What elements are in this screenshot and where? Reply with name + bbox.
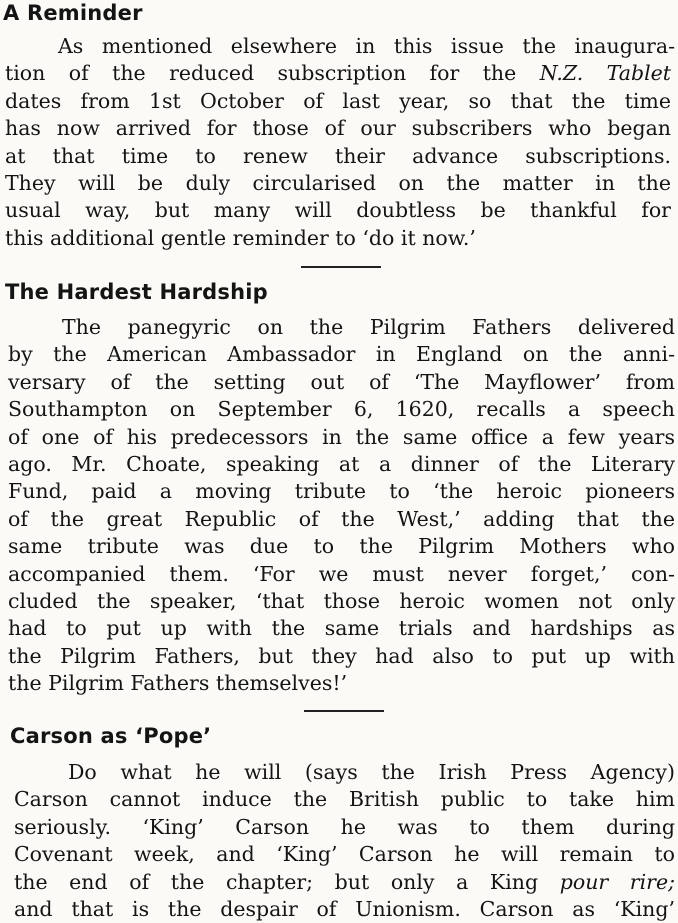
text-line: The panegyric on the Pilgrim Fathers delivered [62,315,675,339]
text-line: As mentioned elsewhere in this issue the inaugura- [58,34,675,58]
text-line: same tribute was due to the Pilgrim Mothers who [8,534,675,559]
text-line: of one of his predecessors in the same office a few years [8,424,675,449]
section-divider [301,266,381,268]
text-line: Do what he will (says the Irish Press Agency) [68,760,675,784]
article-the-hardest-hardship [0,279,678,696]
article-heading: The Hardest Hardship [5,280,268,304]
text-line: has now arrived for those of our subscribers who began [5,116,671,141]
text-segment: tion of the reduced subscription for the [5,61,540,86]
text-line: Carson cannot induce the British public to take him [14,787,675,812]
text-line: of the great Republic of the West,’ adding that the [8,506,675,531]
foreign-phrase: pour rire; [559,869,675,894]
article-body [0,314,675,697]
article-body [0,759,675,923]
section-divider [304,710,384,712]
text-line: at that time to renew their advance subscriptions. [5,143,671,168]
text-line: had to put up with the same trials and hardships as [8,616,675,641]
article-body [0,33,675,252]
text-line: They will be duly circularised on the matter in the [5,170,671,195]
text-line: ago. Mr. Choate, speaking at a dinner of the Literary [8,451,675,476]
text-line: cluded the speaker, ‘that those heroic women not only [8,588,675,613]
article-heading: A Reminder [3,1,143,25]
text-line: Covenant week, and ‘King’ Carson he will remain to [14,842,675,867]
text-line: this additional gentle reminder to ‘do it now.’ [5,225,476,250]
text-line: seriously. ‘King’ Carson he was to them during [14,814,675,839]
text-line: the Pilgrim Fathers, but they had also to put up with [8,643,675,668]
text-line: dates from 1st October of last year, so that the time [5,88,671,113]
text-line: usual way, but many will doubtless be thankful for [5,198,671,223]
article-a-reminder [0,0,678,250]
publication-name: N.Z. Tablet [539,61,671,86]
article-carson-as-pope [0,723,678,921]
text-line: the Pilgrim Fathers themselves!’ [8,671,348,696]
text-segment: the end of the chapter; but only a King [14,869,560,894]
text-line: Southampton on September 6, 1620, recalls a speech [8,397,675,422]
text-line: versary of the setting out of ‘The Mayflower’ from [8,369,675,394]
text-line: by the American Ambassador in England on the anni- [8,342,675,367]
text-line: and that is the despair of Unionism. Carson as ‘King’ [14,896,675,921]
text-line: Fund, paid a moving tribute to ‘the heroic pioneers [8,479,675,504]
text-line [5,60,671,87]
article-heading: Carson as ‘Pope’ [10,724,212,748]
text-line: accompanied them. ‘For we must never forget,’ con- [8,561,675,586]
text-line [14,869,675,896]
